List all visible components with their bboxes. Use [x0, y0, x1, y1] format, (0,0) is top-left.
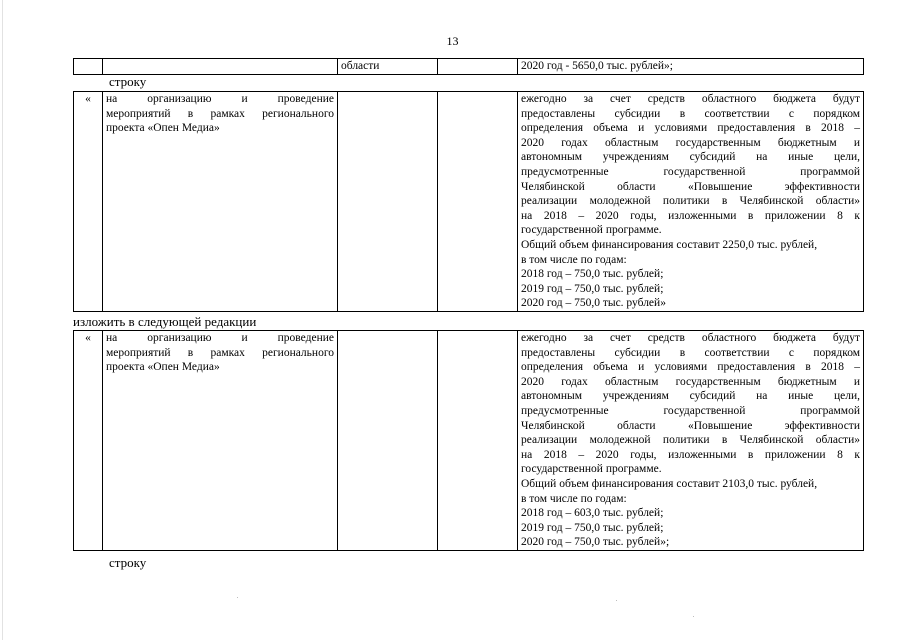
cell-line: Челябинской области «Повышение эффективности	[521, 419, 860, 432]
cell-empty	[338, 331, 438, 551]
scan-speck	[237, 597, 238, 598]
cell-line: определения объема и условиями предоставления в 2018 –	[521, 361, 860, 374]
cell-line: в том числе по годам:	[521, 492, 627, 505]
cell-empty	[438, 92, 518, 312]
cell-quote	[74, 59, 103, 75]
cell-line: реализации молодежной политики в Челябинской области»	[521, 434, 860, 447]
cell-name	[103, 59, 338, 75]
page-number: 13	[446, 34, 459, 48]
cell-name	[103, 331, 338, 551]
cell-line: ежегодно за счет средств областного бюджета будут	[521, 332, 860, 344]
cell-description: 2020 год - 5650,0 тыс. рублей»;	[518, 59, 864, 75]
cell-line: мероприятий в рамках регионального	[106, 107, 334, 120]
cell-empty	[338, 92, 438, 312]
cell-line: ежегодно за счет средств областного бюджета будут	[521, 93, 860, 105]
cell-region: области	[338, 59, 438, 75]
scan-speck	[616, 600, 617, 601]
cell-description	[518, 92, 864, 312]
cell-line: реализации молодежной политики в Челябинской области»	[521, 195, 860, 208]
cell-line: проекта «Опен Медиа»	[106, 122, 220, 135]
cell-line: государственной программе.	[521, 224, 662, 237]
cell-line: предоставлены субсидии в соответствии с порядком	[521, 107, 860, 120]
cell-line: 2019 год – 750,0 тыс. рублей;	[521, 521, 664, 534]
table-previous-row	[73, 58, 864, 75]
table-row	[74, 331, 864, 551]
cell-line: 2019 год – 750,0 тыс. рублей;	[521, 282, 664, 295]
cell-name	[103, 92, 338, 312]
cell-line: мероприятий в рамках регионального	[106, 346, 334, 359]
cell-line: 2020 годах областным государственным бюджетным и	[521, 375, 860, 388]
table-new-version	[73, 330, 864, 551]
scan-speck	[693, 616, 694, 617]
cell-line: определения объема и условиями предоставления в 2018 –	[521, 122, 860, 135]
cell-empty	[438, 59, 518, 75]
table-row	[74, 59, 864, 75]
cell-quote: «	[74, 331, 103, 551]
cell-line: Челябинской области «Повышение эффективности	[521, 180, 860, 193]
cell-line: 2020 год – 750,0 тыс. рублей»	[521, 297, 666, 310]
scan-edge	[2, 0, 3, 640]
cell-line: предусмотренные государственной программой	[521, 165, 860, 178]
cell-line: на 2018 – 2020 годы, изложенными в приложении 8 к	[521, 209, 860, 222]
cell-line: автономным учреждениям субсидий на иные цели,	[521, 151, 860, 164]
cell-line: 2018 год – 603,0 тыс. рублей;	[521, 507, 664, 520]
cell-empty	[438, 331, 518, 551]
label-line: строку	[109, 74, 147, 89]
cell-line: в том числе по годам:	[521, 253, 627, 266]
label-end: строку	[109, 555, 147, 570]
cell-description	[518, 331, 864, 551]
cell-line: автономным учреждениям субсидий на иные цели,	[521, 390, 860, 403]
cell-line: предоставлены субсидии в соответствии с порядком	[521, 346, 860, 359]
cell-line: проекта «Опен Медиа»	[106, 361, 220, 374]
cell-line: Общий объем финансирования составит 2103,0 тыс. рублей,	[521, 477, 818, 490]
cell-line: на организацию и проведение	[106, 93, 334, 105]
cell-line: предусмотренные государственной программой	[521, 404, 860, 417]
label-edit: изложить в следующей редакции	[73, 314, 257, 329]
cell-line: Общий объем финансирования составит 2250,0 тыс. рублей,	[521, 238, 818, 251]
cell-line: на организацию и проведение	[106, 332, 334, 344]
table-row	[74, 92, 864, 312]
cell-line: 2020 год – 750,0 тыс. рублей»;	[521, 536, 670, 549]
cell-quote: «	[74, 92, 103, 312]
cell-line: 2018 год – 750,0 тыс. рублей;	[521, 268, 664, 281]
cell-line: на 2018 – 2020 годы, изложенными в приложении 8 к	[521, 448, 860, 461]
cell-line: государственной программе.	[521, 463, 662, 476]
cell-line: 2020 годах областным государственным бюджетным и	[521, 136, 860, 149]
table-old-version	[73, 91, 864, 312]
